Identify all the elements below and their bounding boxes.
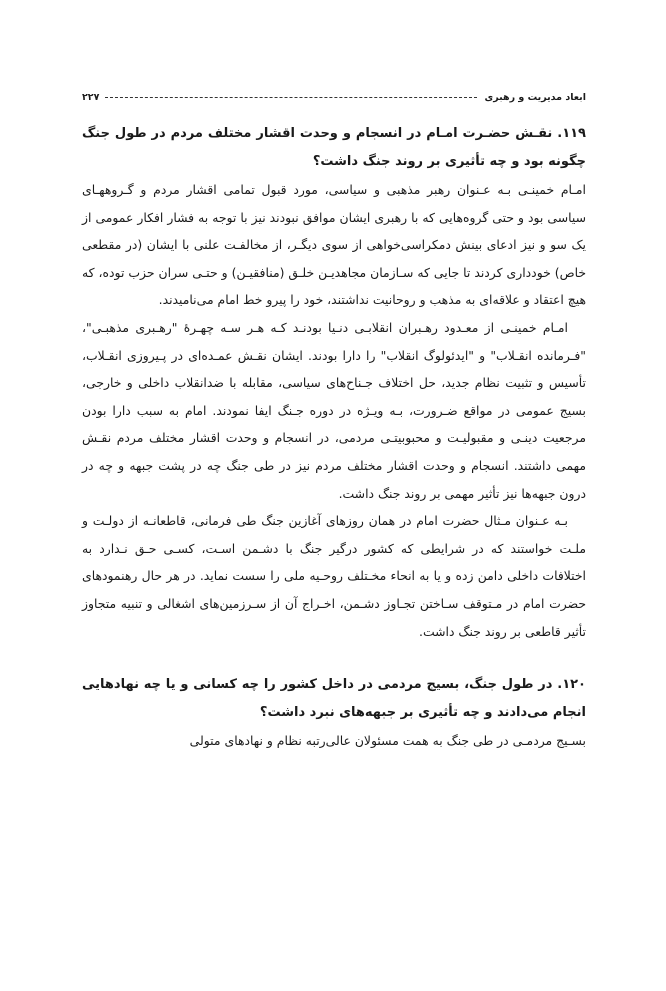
question-119-heading: ۱۱۹. نقـش حضـرت امـام در انسجام و وحدت اقشار مختلف مردم در طول جنگ چگونه بود و چه تأثیری بر روند جنگ داشت؟ <box>82 126 586 169</box>
answer-120-paragraph-1: بسـیج مردمـی در طی جنگ به همت مسئولان عالی‌رتبه نظام و نهادهای متولی <box>189 733 586 749</box>
answer-119-paragraph-3: بـه عـنوان مـثال حضرت امام در همان روزهای آغازین جنگ طی فرمانی، قاطعانـه از دولـت و ملـت خواستند که در شرایطی که کشور درگیر جنگ با دشـمن اسـت، کسـی حـق نـدارد به اختلافات داخلی دامن زده و یا به انحاء مخـتلف روحـیه ملی را سست نماید. در هر حال رهنمودهای حضرت امام در مـتوقف سـاختن تجـاوز دشـمن، اخـراج آن از سـرزمین‌های اشغالی و تنبیه متجاوز تأثیر قاطعی بر روند جنگ داشت. <box>82 513 586 639</box>
answer-119-paragraph-2: امـام خمینـی از معـدود رهـبران انقلابـی دنـیا بودنـد کـه هـر سـه چهـرۀ "رهـبری مذهبـی"، "فـرمانده انقـلاب" و "ایدئولوگ انقلاب" را دارا بودند. ایشان نقـش عمـده‌ای در پـیروزی انقـلاب، تأسیس و تثبیت نظام جدید، حل اختلاف جـناح‌های سیاسی، مقابله با ضدانقلاب داخلی و خارجی، بسیج عمومی در مواقع ضـرورت، بـه ویـژه در دوره جـنگ ایفا نمودند. امام به سبب دارا بودن مرجعیت دینـی و مقبولیـت و محبوبیتـی مردمی، در انسجام و وحدت اقشار مختلف مردم نقـش مهمی داشتند. انسجام و وحدت اقشار مختلف مردم نیز در طی جنگ چه در پشت جبهه و چه در درون جبهه‌ها نیز تأثیر مهمی بر روند جنگ داشت. <box>82 319 586 501</box>
header-title: ابعاد مدیریت و رهبری <box>484 91 586 103</box>
answer-119-paragraph-1: امـام خمینـی بـه عـنوان رهبر مذهبی و سیاسی، مورد قبول تمامی اقشار مردم و گـروههـای سیاسی بود و حتی گروه‌هایی که با رهبری ایشان موافق نبودند نیز با توجه به فشار افکار عمومی از یک سو و نیز ادعای بینش دمکراسی‌خواهی از سوی دیگـر، از مخالفـت علنی با ایشان (در مقطعی خاص) خودداری کردند تا جایی که سـازمان مجاهدیـن خلـق (منافقیـن) و حتـی سران حزب توده، که هیچ اعتقاد و علاقه‌ای به مذهب و روحانیت نداشتند، خود را پیرو خط امام می‌نامیدند. <box>82 182 586 308</box>
page-number: ۲۲۷ <box>82 91 100 103</box>
page-content <box>82 120 586 755</box>
section-gap <box>82 645 586 671</box>
running-header <box>82 88 586 106</box>
header-dashed-rule <box>105 97 476 98</box>
question-120-heading: ۱۲۰. در طول جنگ، بسیج مردمی در داخل کشور را چه کسانی و یا چه نهادهایی انجام می‌دادند و چه تأثیری بر جبهه‌های نبرد داشت؟ <box>82 677 586 721</box>
